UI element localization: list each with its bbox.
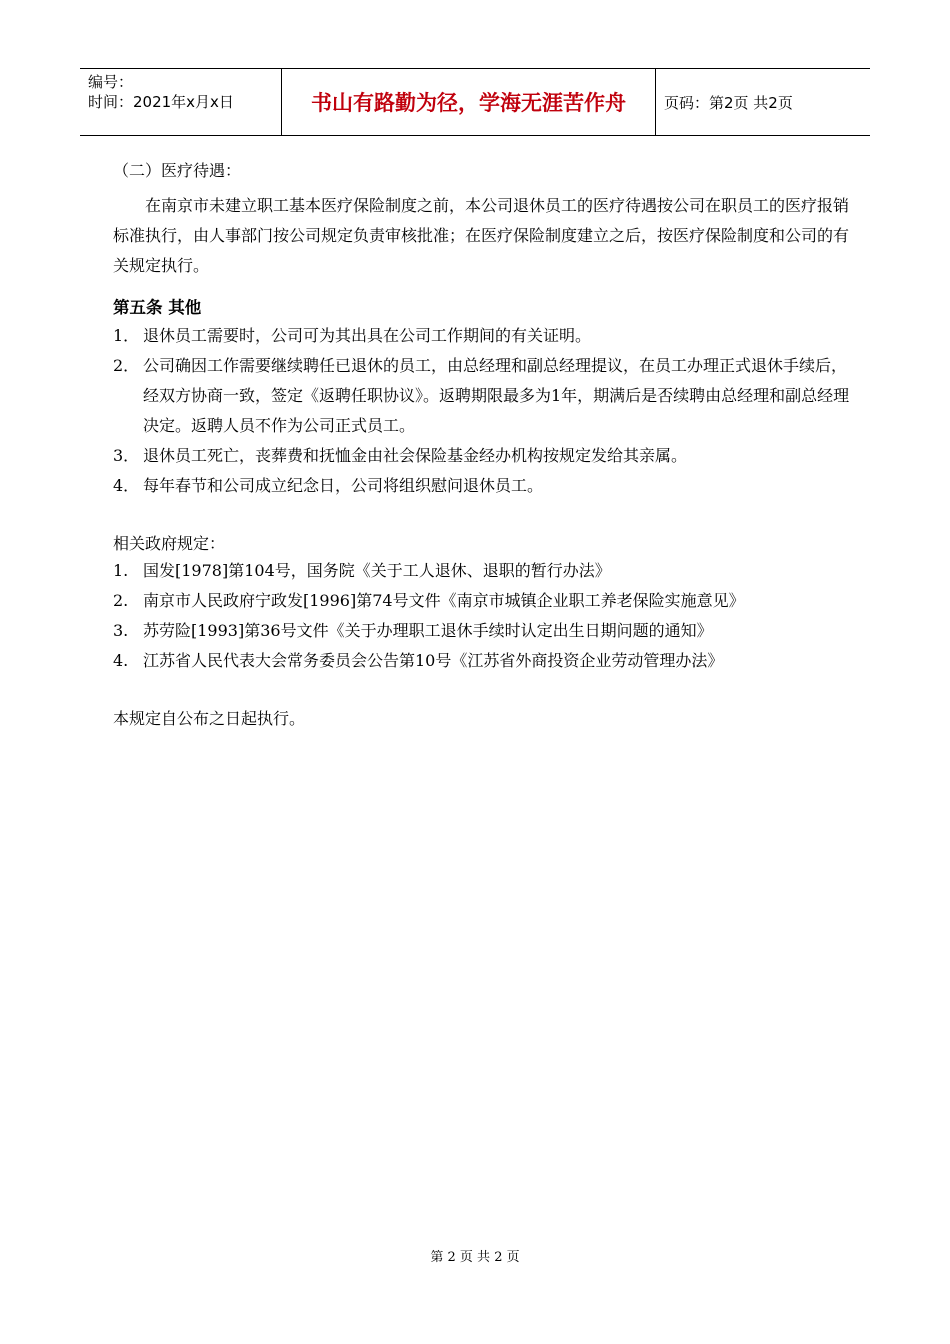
effective-statement: 本规定自公布之日起执行。	[113, 709, 306, 728]
header-page-info: 页码：第2页 共2页	[664, 93, 793, 112]
list-item: 3. 苏劳险[1993]第36号文件《关于办理职工退休手续时认定出生日期问题的通知》	[113, 621, 713, 640]
regulations-title: 相关政府规定：	[113, 534, 226, 553]
article5-title: 第五条 其他	[113, 298, 202, 317]
list-item: 3． 退休员工死亡，丧葬费和抚恤金由社会保险基金经办机构按规定发给其亲属。	[113, 446, 688, 465]
header-meta	[80, 69, 282, 135]
medical-heading: （二）医疗待遇：	[113, 161, 242, 180]
list-item: 1. 国发[1978]第104号，国务院《关于工人退休、退职的暂行办法》	[113, 561, 611, 580]
list-item: 2． 公司确因工作需要继续聘任已退休的员工，由总经理和副总经理提议，在员工办理正式退休手续后，经双方协商一致，签定《返聘任职协议》。返聘期限最多为1年，期满后是否续聘由总经理和副总经理决定。返聘人员不作为公司正式员工。	[113, 356, 850, 435]
document-body	[113, 158, 853, 731]
document-time: 时间：2021年x月x日	[88, 93, 234, 111]
page-header	[80, 68, 870, 136]
page-footer: 第 2 页 共 2 页	[430, 1250, 520, 1265]
document-number-label: 编号：	[88, 73, 134, 91]
list-item: 4． 每年春节和公司成立纪念日，公司将组织慰问退休员工。	[113, 476, 544, 495]
list-item: 2. 南京市人民政府宁政发[1996]第74号文件《南京市城镇企业职工养老保险实施意见》	[113, 591, 745, 610]
header-motto: 书山有路勤为径，学海无涯苦作舟	[282, 69, 656, 135]
medical-paragraph: 在南京市未建立职工基本医疗保险制度之前，本公司退休员工的医疗待遇按公司在职员工的医疗报销标准执行，由人事部门按公司规定负责审核批准；在医疗保险制度建立之后，按医疗保险制度和公司的有关规定执行。	[113, 196, 850, 275]
list-item: 1． 退休员工需要时，公司可为其出具在公司工作期间的有关证明。	[113, 326, 592, 345]
regulations-list	[113, 556, 853, 676]
list-item: 4. 江苏省人民代表大会常务委员会公告第10号《江苏省外商投资企业劳动管理办法》	[113, 651, 724, 670]
article5-list	[113, 321, 853, 501]
